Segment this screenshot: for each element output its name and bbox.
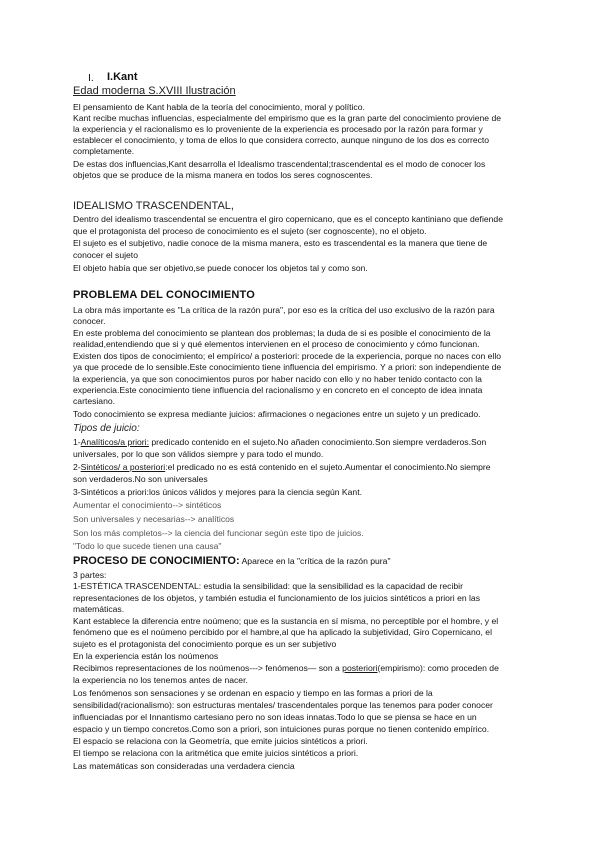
problema-line: conocer. (73, 316, 106, 326)
proceso-line: En la experiencia están los noúmenos (73, 651, 219, 661)
idealismo-line: que el protagonista del proceso de conocimiento es el sujeto (ser cognoscente), no el objeto. (73, 226, 427, 236)
proceso-line: Los fenómenos son sensaciones y se ordenan en espacio y tiempo en las formas a priori de la (73, 688, 433, 698)
proceso-line: Kant establece la diferencia entre noúmeno; que es la sustancia en sí misma, no perceptible por el hombre, y el (73, 616, 499, 626)
problema-line: Existen dos tipos de conocimiento; el empírico/ a posteriori: procede de la experiencia, porque no naces con ello (73, 351, 502, 361)
section-numeral: I. (88, 72, 94, 84)
section-heading-idealismo: IDEALISMO TRASCENDENTAL, (73, 200, 234, 212)
proceso-line: El tiempo se relaciona con la aritmética que emite juicios sintéticos a priori. (73, 748, 359, 758)
proceso-line: la experiencia no los tenemos antes de nacer. (73, 675, 248, 685)
proceso-line: 1-ESTÉTICA TRASCENDENTAL: estudia la sensibilidad: que la sensibilidad es la capacidad de recibir (73, 581, 463, 591)
problema-line: En este problema del conocimiento se plantean dos problemas; la duda de si es posible el conocimiento de la (73, 328, 491, 338)
note-line: Aumentar el conocimiento--> sintéticos (73, 500, 222, 510)
intro-line: El pensamiento de Kant habla de la teoría del conocimiento, moral y político. (73, 102, 365, 112)
proceso-line: sensibilidad(racionalismo): son estructuras mentales/ trascendentales porque las tenemos para poder conocer (73, 700, 493, 710)
problema-line: ya que procede de lo sensible.Este conocimiento tiene influencia del empirismo. Y a priori: son independiente de (73, 362, 502, 372)
tipo-3: 3-Sintéticos a priori:los únicos válidos y mejores para la ciencia según Kant. (73, 487, 362, 497)
intro-line: objetos que se produce de la misma manera en todos los seres cognoscentes. (73, 170, 373, 180)
proceso-line: fenómeno que es el noúmeno percibido por el hambre,al que ha aplicado la subjetividad, Giro Copernicano, el (73, 627, 492, 637)
idealismo-line: Dentro del idealismo trascendental se encuentra el giro copernicano, que es el concepto kantiniano que defiende (73, 214, 503, 224)
page-title: I.Kant (107, 71, 138, 83)
page-subtitle: Edad moderna S.XVIII Ilustración (73, 85, 236, 97)
term-posteriori: posteriori (342, 663, 378, 673)
intro-line: la experiencia y el racionalismo es lo proveniente de la experiencia es procesado por la razón para formar y (73, 124, 483, 134)
proceso-line: sujeto es el protagonista del conocimiento porque es un ser subjetivo (73, 639, 337, 649)
proceso-line: matemáticas. (73, 604, 125, 614)
proceso-line: representaciones de los objetos, y también estudia el funcionamiento de los juicios sintéticos a priori en las (73, 593, 480, 603)
problema-line: experiencia.Este conocimiento tiene influencia del racionalismo y en concreto en el concepto de idea innata (73, 385, 483, 395)
note-line: Son universales y necesarias--> analíticos (73, 514, 235, 524)
term-sinteticos: Sintéticos/ a posteriori (80, 462, 166, 472)
tipo-2-cont: son verdaderos.No son universales (73, 474, 208, 484)
proceso-line: 3 partes: (73, 570, 107, 580)
intro-line: completamente. (73, 146, 135, 156)
problema-line: cartesiano. (73, 396, 116, 406)
section-heading-problema: PROBLEMA DEL CONOCIMIENTO (73, 289, 256, 301)
tipo-2: 2-Sintéticos/ a posteriori:el predicado no es está contenido en el sujeto.Aumentar el conocimiento.No siempre (73, 462, 491, 472)
note-line: "Todo lo que sucede tienen una causa" (73, 541, 222, 551)
proceso-line: El espacio se relaciona con la Geometría, que emite juicios sintéticos a priori. (73, 736, 368, 746)
proceso-line: espacio y un tiempo concretos.Como son a priori, son intuiciones puras porque no tienen contenido empírico. (73, 724, 490, 734)
idealismo-line: El sujeto es el subjetivo, nadie conoce de la misma manera, esto es trascendental es la manera que tiene de (73, 238, 488, 248)
proceso-posteriori-line: Recibimos representaciones de los noúmenos---> fenómenos— son a posteriori(empirismo): como proceden de (73, 663, 499, 673)
intro-line: Kant recibe muchas influencias, especialmente del empirismo que es la gran parte del conocimiento proviene de (73, 113, 502, 123)
intro-line: De estas dos influencias,Kant desarrolla el Idealismo trascendental;trascendental es el modo de conocer los (73, 159, 486, 169)
problema-line: la experiencia, ya que son conocimientos puros por haber nacido con ello y no haber tenido contacto con la (73, 374, 482, 384)
problema-line: La obra más importante es "La crítica de la razón pura", por eso es la crítica del uso exclusivo de la razón para (73, 305, 495, 315)
tipo-1-cont: universales, por lo que son válidos siempre y para todo el mundo. (73, 449, 324, 459)
problema-line: realidad,entendiendo que si y qué elementos intervienen en el proceso de conocimiento y cómo funcionan. (73, 339, 480, 349)
term-analiticos: Analíticos/a priori: (80, 437, 149, 447)
note-line: Son los más completos--> la ciencia del funcionar según este tipo de juicios. (73, 528, 364, 538)
intro-line: establecer el conocimiento, y toma de ellos lo que considera correcto, aunque ninguno de los dos es correcto (73, 135, 490, 145)
section-heading-proceso: PROCESO DE CONOCIMIENTO: Aparece en la "crítica de la razón pura" (73, 555, 391, 567)
tipos-heading: Tipos de juicio: (73, 423, 140, 434)
idealismo-line: conocer el sujeto (73, 250, 138, 260)
idealismo-line: El objeto había que ser objetivo,se puede conocer los objetos tal y como son. (73, 263, 368, 273)
proceso-line: influenciadas por el Innantismo cartesiano pero no son ideas innatas.Todo lo que se piensa se hace en un (73, 712, 477, 722)
tipo-1: 1-Analíticos/a priori: predicado contenido en el sujeto.No añaden conocimiento.Son siempre verdaderos.Son (73, 437, 487, 447)
problema-line: Todo conocimiento se expresa mediante juicios: afirmaciones o negaciones entre un sujeto y un predicado. (73, 409, 481, 419)
proceso-line: Las matemáticas son consideradas una verdadera ciencia (73, 761, 295, 771)
